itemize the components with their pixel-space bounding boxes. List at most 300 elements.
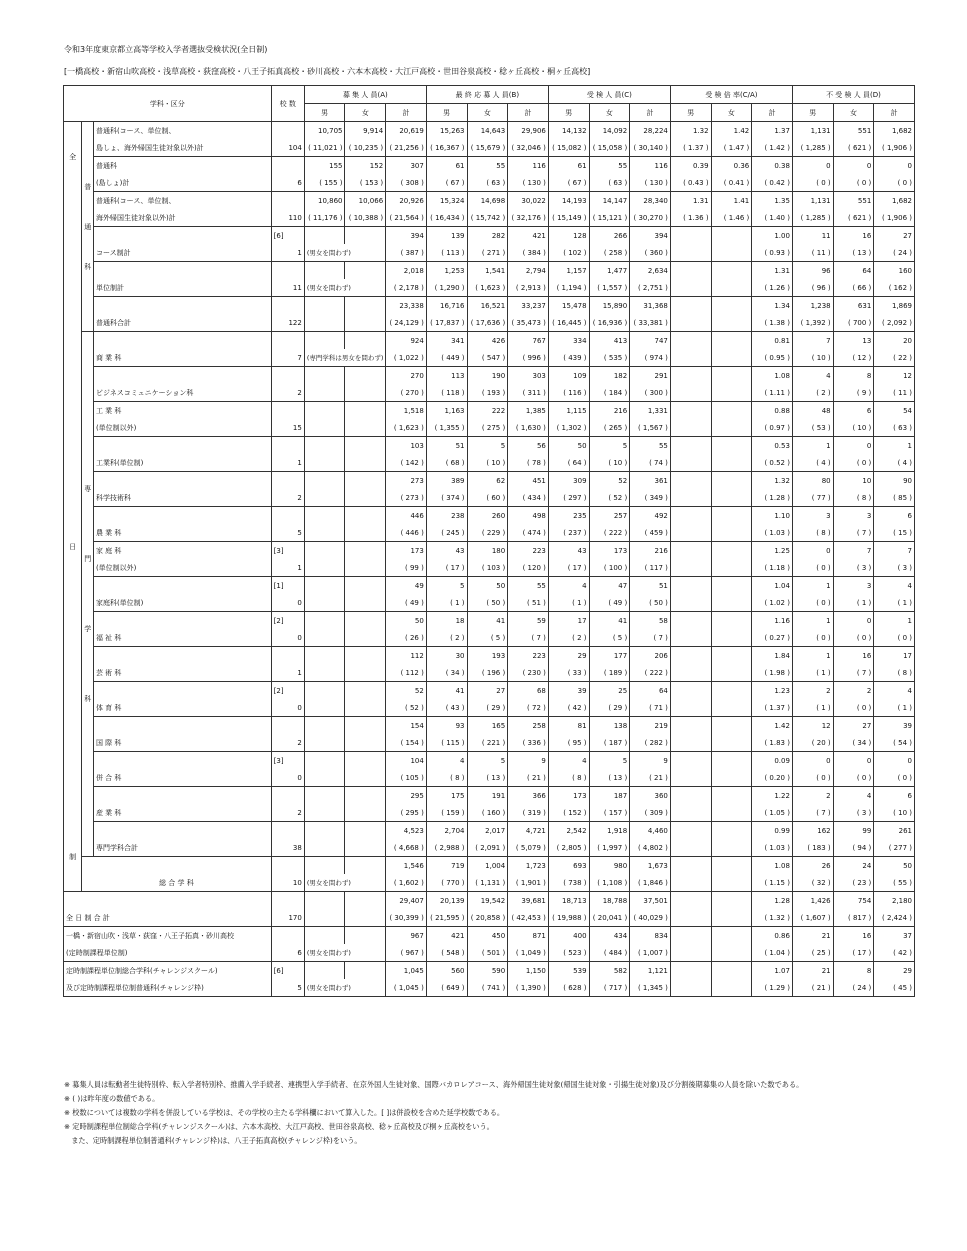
- absent-value: ( 7 ): [792, 804, 833, 822]
- final-value: 61: [426, 157, 467, 175]
- final-value: 20,139: [426, 892, 467, 910]
- table-row: [64, 437, 915, 455]
- final-value: 14,643: [467, 122, 508, 140]
- final-value: 27: [467, 682, 508, 700]
- absent-value: ( 63 ): [874, 419, 915, 437]
- absent-value: 90: [874, 472, 915, 490]
- final-value: 59: [508, 612, 549, 630]
- exam-value: ( 5 ): [589, 629, 630, 647]
- table-row: [64, 297, 915, 315]
- table-row: [64, 489, 915, 507]
- ratio-value: [711, 944, 752, 962]
- dept-label: (定時制課程単位制): [64, 944, 272, 962]
- school-count: 2: [271, 489, 304, 507]
- exam-value: ( 628 ): [548, 979, 589, 997]
- final-value: ( 8 ): [426, 769, 467, 787]
- ratio-value: [670, 559, 711, 577]
- ratio-value: 0.09: [752, 752, 793, 770]
- recruit-total: ( 1,022 ): [386, 349, 427, 367]
- recruit-value: [345, 524, 386, 542]
- final-value: ( 21 ): [508, 769, 549, 787]
- absent-value: ( 53 ): [792, 419, 833, 437]
- absent-value: ( 0 ): [792, 769, 833, 787]
- ratio-value: [711, 612, 752, 630]
- ratio-value: [711, 629, 752, 647]
- recruit-value: 103: [386, 437, 427, 455]
- header-male: 男: [426, 104, 467, 122]
- recruit-value: [345, 559, 386, 577]
- school-count: [6]: [271, 962, 304, 980]
- ratio-value: [670, 752, 711, 770]
- absent-value: ( 0 ): [833, 629, 874, 647]
- exam-value: ( 19,988 ): [548, 909, 589, 927]
- exam-value: 219: [630, 717, 671, 735]
- final-value: ( 32,176 ): [508, 209, 549, 227]
- recruit-total: ( 967 ): [386, 944, 427, 962]
- exam-value: 291: [630, 367, 671, 385]
- absent-value: ( 1 ): [792, 699, 833, 717]
- ratio-value: ( 1.29 ): [752, 979, 793, 997]
- final-value: ( 2,913 ): [508, 279, 549, 297]
- ratio-value: 1.41: [711, 192, 752, 210]
- ratio-value: [670, 734, 711, 752]
- exam-value: 17: [548, 612, 589, 630]
- recruit-value: [345, 822, 386, 840]
- ratio-value: 1.16: [752, 612, 793, 630]
- admission-table: [63, 85, 915, 997]
- final-value: 113: [426, 367, 467, 385]
- dept-label: 工業科(単位制): [93, 454, 271, 472]
- recruit-value: [345, 472, 386, 490]
- recruit-value: [304, 454, 345, 472]
- recruit-value: ( 142 ): [386, 454, 427, 472]
- exam-value: ( 297 ): [548, 489, 589, 507]
- ratio-value: 1.34: [752, 297, 793, 315]
- ratio-value: [711, 437, 752, 455]
- recruit-value: [304, 962, 345, 980]
- ratio-value: [711, 402, 752, 420]
- exam-value: 173: [589, 542, 630, 560]
- ratio-value: [670, 489, 711, 507]
- school-count: 1: [271, 454, 304, 472]
- ratio-value: ( 1.03 ): [752, 839, 793, 857]
- ratio-value: ( 1.37 ): [752, 699, 793, 717]
- final-value: ( 374 ): [426, 489, 467, 507]
- ratio-value: [670, 279, 711, 297]
- recruit-value: ( 270 ): [386, 384, 427, 402]
- school-count: [3]: [271, 752, 304, 770]
- ratio-value: [711, 752, 752, 770]
- table-row: [64, 157, 915, 175]
- footnote-line: ※ ( )は昨年度の数値である。: [64, 1094, 160, 1103]
- final-value: ( 17,837 ): [426, 314, 467, 332]
- absent-value: 0: [833, 157, 874, 175]
- recruit-value: 4,523: [386, 822, 427, 840]
- ratio-value: [670, 419, 711, 437]
- group-char: 普: [84, 182, 92, 191]
- final-value: 29,906: [508, 122, 549, 140]
- absent-value: 17: [874, 647, 915, 665]
- ratio-value: ( 1.26 ): [752, 279, 793, 297]
- recruit-value: 49: [386, 577, 427, 595]
- ratio-value: [711, 367, 752, 385]
- final-value: ( 1,049 ): [508, 944, 549, 962]
- ratio-value: [670, 664, 711, 682]
- final-value: ( 113 ): [426, 244, 467, 262]
- recruit-value: [304, 314, 345, 332]
- ratio-value: [670, 227, 711, 245]
- ratio-value: [711, 839, 752, 857]
- final-value: ( 196 ): [467, 664, 508, 682]
- dept-label: 家庭科(単位制): [93, 594, 271, 612]
- ratio-value: [670, 717, 711, 735]
- ratio-value: ( 0.27 ): [752, 629, 793, 647]
- recruit-value: [304, 682, 345, 700]
- final-value: ( 1,630 ): [508, 419, 549, 437]
- absent-value: 1,682: [874, 122, 915, 140]
- table-row: [64, 874, 915, 892]
- final-value: 389: [426, 472, 467, 490]
- absent-value: 29: [874, 962, 915, 980]
- final-value: ( 221 ): [467, 734, 508, 752]
- table-row: [64, 822, 915, 840]
- final-value: 191: [467, 787, 508, 805]
- exam-value: ( 116 ): [548, 384, 589, 402]
- absent-value: 1: [792, 612, 833, 630]
- exam-value: 216: [630, 542, 671, 560]
- absent-value: ( 24 ): [833, 979, 874, 997]
- absent-value: ( 9 ): [833, 384, 874, 402]
- header-female: 女: [833, 104, 874, 122]
- absent-value: 8: [833, 962, 874, 980]
- exam-value: 1,115: [548, 402, 589, 420]
- dept-label: 科学技術科: [93, 489, 271, 507]
- final-value: ( 474 ): [508, 524, 549, 542]
- table-row: [64, 979, 915, 997]
- recruit-value: [304, 612, 345, 630]
- header-ratio: 受 検 倍 率(C/A): [670, 86, 792, 104]
- table-row: [64, 542, 915, 560]
- exam-value: 109: [548, 367, 589, 385]
- ratio-value: [711, 909, 752, 927]
- final-value: 9: [508, 752, 549, 770]
- exam-value: ( 1,108 ): [589, 874, 630, 892]
- ratio-value: [711, 262, 752, 280]
- recruit-value: ( 11,021 ): [304, 139, 345, 157]
- recruit-value: ( 112 ): [386, 664, 427, 682]
- table-row: [64, 769, 915, 787]
- table-row: [64, 349, 915, 367]
- absent-value: 0: [833, 437, 874, 455]
- table-row: [64, 594, 915, 612]
- exam-value: ( 1,557 ): [589, 279, 630, 297]
- absent-value: 0: [833, 612, 874, 630]
- header-female: 女: [345, 104, 386, 122]
- exam-value: ( 300 ): [630, 384, 671, 402]
- recruit-value: 10,066: [345, 192, 386, 210]
- exam-value: ( 49 ): [589, 594, 630, 612]
- exam-value: ( 2 ): [548, 629, 589, 647]
- school-count: 0: [271, 769, 304, 787]
- dept-label: 普通科(コース、単位制、: [93, 122, 271, 140]
- final-value: ( 384 ): [508, 244, 549, 262]
- exam-value: 235: [548, 507, 589, 525]
- dept-label: [93, 822, 271, 840]
- footnote-line: ※ 校数については複数の学科を併設している学校は、その学校の主たる学科欄において算入した。[ ]は併設校を含めた延学校数である。: [64, 1108, 505, 1117]
- ratio-value: [711, 647, 752, 665]
- recruit-value: [345, 717, 386, 735]
- ratio-value: [711, 734, 752, 752]
- school-count: [271, 507, 304, 525]
- dept-label: [93, 367, 271, 385]
- absent-value: 1,869: [874, 297, 915, 315]
- exam-value: 5: [589, 437, 630, 455]
- absent-value: ( 77 ): [792, 489, 833, 507]
- exam-value: 582: [589, 962, 630, 980]
- school-count: 5: [271, 979, 304, 997]
- recruit-value: [304, 629, 345, 647]
- recruit-value: [304, 769, 345, 787]
- exam-value: ( 309 ): [630, 804, 671, 822]
- table-row: [64, 402, 915, 420]
- absent-value: ( 15 ): [874, 524, 915, 542]
- exam-value: 747: [630, 332, 671, 350]
- footnote-line: ※ 募集人員は転動者生徒特別枠、転入学者特別枠、推薦入学手続者、連携型入学手続者、在京外国人生徒対象、国際バカロレアコース、海外帰国生徒対象(帰国生徒対象・引揚生徒対象)及び分割後期募集の人員を除いた数である。: [64, 1080, 804, 1089]
- absent-value: 2,180: [874, 892, 915, 910]
- group-zennichisei: [64, 122, 82, 892]
- exam-value: 116: [630, 157, 671, 175]
- final-value: ( 547 ): [467, 349, 508, 367]
- recruit-value: [345, 384, 386, 402]
- ratio-value: [711, 787, 752, 805]
- dept-label: (単位制以外): [93, 419, 271, 437]
- final-value: 341: [426, 332, 467, 350]
- recruit-value: [304, 594, 345, 612]
- final-value: 282: [467, 227, 508, 245]
- absent-value: 11: [792, 227, 833, 245]
- exam-value: ( 222 ): [589, 524, 630, 542]
- exam-value: ( 1,007 ): [630, 944, 671, 962]
- exam-value: ( 15,058 ): [589, 139, 630, 157]
- final-value: 62: [467, 472, 508, 490]
- exam-value: ( 95 ): [548, 734, 589, 752]
- ratio-value: 1.28: [752, 892, 793, 910]
- exam-value: ( 64 ): [548, 454, 589, 472]
- ratio-value: 1.07: [752, 962, 793, 980]
- recruit-value: [304, 647, 345, 665]
- absent-value: ( 21 ): [792, 979, 833, 997]
- final-value: ( 649 ): [426, 979, 467, 997]
- absent-value: 0: [792, 542, 833, 560]
- recruit-value: 10,860: [304, 192, 345, 210]
- ratio-value: [711, 699, 752, 717]
- header-male: 男: [304, 104, 345, 122]
- final-value: 190: [467, 367, 508, 385]
- recruit-value: [304, 577, 345, 595]
- absent-value: ( 0 ): [833, 769, 874, 787]
- final-value: ( 434 ): [508, 489, 549, 507]
- table-row: [64, 314, 915, 332]
- absent-value: 162: [792, 822, 833, 840]
- school-count: [3]: [271, 542, 304, 560]
- exam-value: 980: [589, 857, 630, 875]
- recruit-value: ( 105 ): [386, 769, 427, 787]
- absent-value: 6: [874, 507, 915, 525]
- recruit-value: [345, 699, 386, 717]
- exam-value: 4: [548, 577, 589, 595]
- recruit-value: [345, 857, 386, 875]
- ratio-value: ( 1.28 ): [752, 489, 793, 507]
- ratio-value: [670, 909, 711, 927]
- dept-label: 及び定時制課程単位制普通科(チャレンジ枠): [64, 979, 272, 997]
- final-value: ( 10 ): [467, 454, 508, 472]
- exam-value: ( 459 ): [630, 524, 671, 542]
- dept-label: [64, 892, 272, 910]
- final-value: ( 501 ): [467, 944, 508, 962]
- recruit-value: [304, 927, 345, 945]
- dept-label: 普通科(コース、単位制、: [93, 192, 271, 210]
- ratio-value: [670, 804, 711, 822]
- exam-value: 182: [589, 367, 630, 385]
- dept-label: [93, 752, 271, 770]
- exam-value: 173: [548, 787, 589, 805]
- dept-label: [93, 297, 271, 315]
- ratio-value: [670, 402, 711, 420]
- table-row: [64, 857, 915, 875]
- recruit-value: [304, 909, 345, 927]
- ratio-value: ( 1.03 ): [752, 524, 793, 542]
- final-value: 498: [508, 507, 549, 525]
- exam-value: 28,224: [630, 122, 671, 140]
- final-value: 366: [508, 787, 549, 805]
- recruit-value: ( 21,256 ): [386, 139, 427, 157]
- ratio-value: [711, 769, 752, 787]
- dept-label: ビジネスコミュニケーション科: [93, 384, 271, 402]
- final-value: ( 449 ): [426, 349, 467, 367]
- final-value: 421: [508, 227, 549, 245]
- ratio-value: [711, 524, 752, 542]
- exam-value: ( 42 ): [548, 699, 589, 717]
- absent-value: ( 94 ): [833, 839, 874, 857]
- table-row: [64, 139, 915, 157]
- absent-value: 12: [874, 367, 915, 385]
- exam-value: 206: [630, 647, 671, 665]
- recruit-value: ( 52 ): [386, 699, 427, 717]
- exam-value: 52: [589, 472, 630, 490]
- ratio-value: [670, 314, 711, 332]
- final-value: ( 1,355 ): [426, 419, 467, 437]
- absent-value: ( 8 ): [792, 524, 833, 542]
- recruit-value: [345, 787, 386, 805]
- ratio-value: ( 0.20 ): [752, 769, 793, 787]
- absent-value: 13: [833, 332, 874, 350]
- ratio-value: ( 0.95 ): [752, 349, 793, 367]
- final-value: 421: [426, 927, 467, 945]
- ratio-value: [670, 262, 711, 280]
- table-row: [64, 682, 915, 700]
- recruit-value: 10,705: [304, 122, 345, 140]
- recruit-value: [345, 419, 386, 437]
- final-value: 39,681: [508, 892, 549, 910]
- table-row: [64, 454, 915, 472]
- absent-value: 7: [833, 542, 874, 560]
- dept-label: 芸 術 科: [93, 664, 271, 682]
- absent-value: ( 34 ): [833, 734, 874, 752]
- recruit-value: ( 273 ): [386, 489, 427, 507]
- ratio-value: [711, 384, 752, 402]
- absent-value: ( 11 ): [792, 244, 833, 262]
- dept-label: [93, 612, 271, 630]
- final-value: 116: [508, 157, 549, 175]
- ratio-value: ( 1.11 ): [752, 384, 793, 402]
- final-value: 50: [467, 577, 508, 595]
- school-count: [271, 367, 304, 385]
- final-value: ( 311 ): [508, 384, 549, 402]
- absent-value: ( 20 ): [792, 734, 833, 752]
- ratio-value: ( 1.18 ): [752, 559, 793, 577]
- final-value: ( 245 ): [426, 524, 467, 542]
- exam-value: 58: [630, 612, 671, 630]
- final-value: 93: [426, 717, 467, 735]
- final-value: 41: [426, 682, 467, 700]
- final-value: 14,698: [467, 192, 508, 210]
- absent-value: ( 0 ): [874, 769, 915, 787]
- absent-value: 1: [792, 577, 833, 595]
- ratio-value: [670, 384, 711, 402]
- recruit-value: [345, 332, 386, 350]
- recruit-value: 20,926: [386, 192, 427, 210]
- exam-value: ( 1,846 ): [630, 874, 671, 892]
- recruit-value: ( 155 ): [304, 174, 345, 192]
- exam-value: ( 265 ): [589, 419, 630, 437]
- school-count: 15: [271, 419, 304, 437]
- final-value: 16,716: [426, 297, 467, 315]
- table-row: [64, 209, 915, 227]
- ratio-value: 1.37: [752, 122, 793, 140]
- footnotes: [64, 1078, 924, 1148]
- exam-value: 64: [630, 682, 671, 700]
- exam-value: 41: [589, 612, 630, 630]
- ratio-value: [711, 419, 752, 437]
- ratio-value: 0.36: [711, 157, 752, 175]
- recruit-value: ( 49 ): [386, 594, 427, 612]
- school-count: [271, 472, 304, 490]
- exam-value: ( 717 ): [589, 979, 630, 997]
- recruit-value: 29,407: [386, 892, 427, 910]
- recruit-value: ( 446 ): [386, 524, 427, 542]
- absent-value: 0: [874, 752, 915, 770]
- final-value: ( 1,390 ): [508, 979, 549, 997]
- ratio-value: [670, 542, 711, 560]
- dept-label: 産 業 科: [93, 804, 271, 822]
- footnote-line: ※ 定時制課程単位制総合学科(チャレンジスクール)は、六本木高校、大江戸高校、世田谷泉高校、稔ヶ丘高校及び桐ヶ丘高校をいう。: [64, 1122, 494, 1131]
- dept-label: (島しょ)計: [93, 174, 271, 192]
- header-female: 女: [589, 104, 630, 122]
- final-value: 16,521: [467, 297, 508, 315]
- absent-value: ( 10 ): [792, 349, 833, 367]
- final-value: ( 319 ): [508, 804, 549, 822]
- absent-value: 1: [792, 647, 833, 665]
- absent-value: ( 1 ): [833, 594, 874, 612]
- absent-value: 21: [792, 927, 833, 945]
- final-value: 223: [508, 647, 549, 665]
- dept-label: 一橋・新宿山吹・浅草・荻窪・八王子拓真・砂川高校: [64, 927, 272, 945]
- exam-value: 309: [548, 472, 589, 490]
- final-value: 426: [467, 332, 508, 350]
- school-count: 104: [271, 139, 304, 157]
- table-row: [64, 192, 915, 210]
- final-value: 33,237: [508, 297, 549, 315]
